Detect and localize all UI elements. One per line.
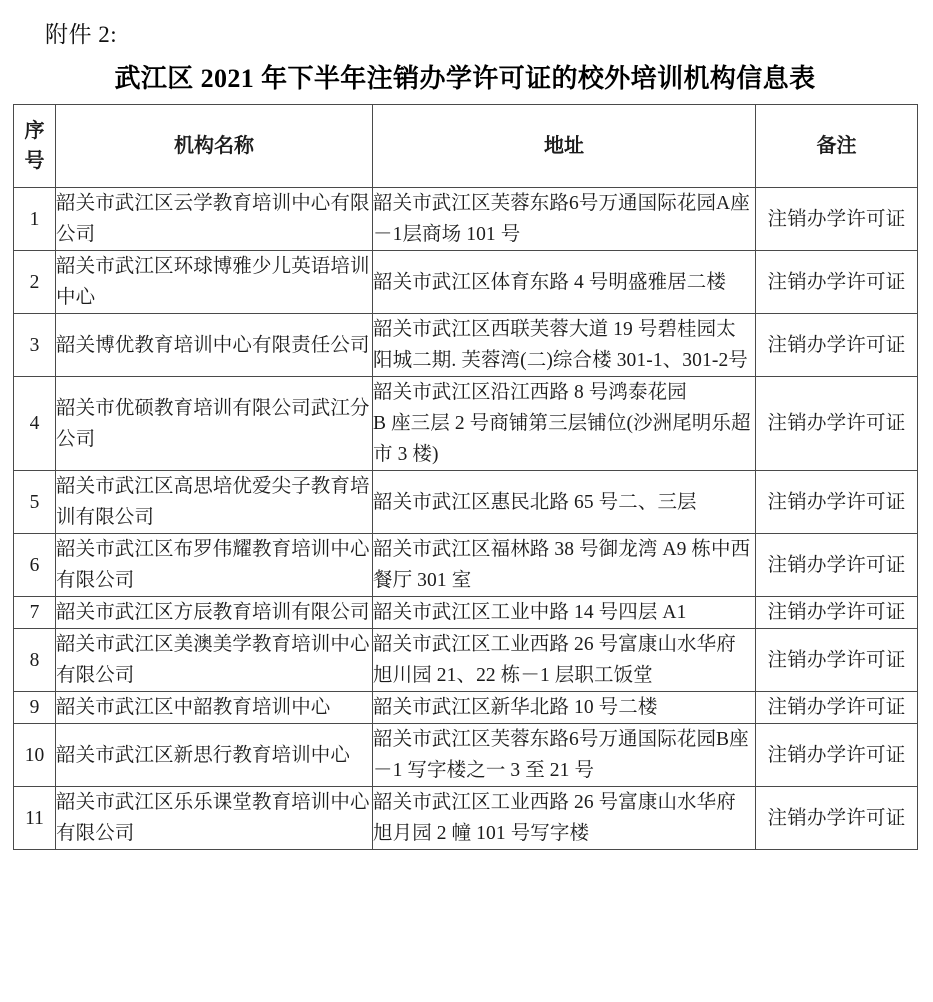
cell-address: 韶关市武江区工业中路 14 号四层 A1 <box>373 597 756 629</box>
attachment-label: 附件 2: <box>45 22 118 47</box>
table-row <box>14 471 918 534</box>
cell-seq: 9 <box>14 692 56 724</box>
cell-seq: 6 <box>14 534 56 597</box>
table-row <box>14 188 918 251</box>
table-row <box>14 597 918 629</box>
cell-seq: 5 <box>14 471 56 534</box>
table-container <box>13 104 917 850</box>
cell-institution-name: 韶关市武江区云学教育培训中心有限公司 <box>56 188 373 251</box>
cell-remark: 注销办学许可证 <box>756 534 918 597</box>
cell-seq: 4 <box>14 377 56 471</box>
institutions-table <box>13 104 918 850</box>
cell-institution-name: 韶关博优教育培训中心有限责任公司 <box>56 314 373 377</box>
cell-institution-name: 韶关市武江区乐乐课堂教育培训中心有限公司 <box>56 787 373 850</box>
cell-institution-name: 韶关市武江区布罗伟耀教育培训中心有限公司 <box>56 534 373 597</box>
cell-address: 韶关市武江区芙蓉东路6号万通国际花园B座－1 写字楼之一 3 至 21 号 <box>373 724 756 787</box>
page-title: 武江区 2021 年下半年注销办学许可证的校外培训机构信息表 <box>114 64 816 93</box>
column-header-name: 机构名称 <box>56 105 373 188</box>
cell-institution-name: 韶关市武江区方辰教育培训有限公司 <box>56 597 373 629</box>
cell-address: 韶关市武江区福林路 38 号御龙湾 A9 栋中西餐厅 301 室 <box>373 534 756 597</box>
cell-seq: 3 <box>14 314 56 377</box>
table-row <box>14 787 918 850</box>
cell-seq: 1 <box>14 188 56 251</box>
column-header-seq <box>14 105 56 188</box>
cell-seq: 8 <box>14 629 56 692</box>
cell-seq: 7 <box>14 597 56 629</box>
cell-remark: 注销办学许可证 <box>756 597 918 629</box>
table-row <box>14 314 918 377</box>
table-row <box>14 629 918 692</box>
column-header-address: 地址 <box>373 105 756 188</box>
cell-remark: 注销办学许可证 <box>756 314 918 377</box>
table-row <box>14 534 918 597</box>
cell-address: 韶关市武江区新华北路 10 号二楼 <box>373 692 756 724</box>
cell-address: 韶关市武江区惠民北路 65 号二、三层 <box>373 471 756 534</box>
table-body <box>14 188 918 850</box>
cell-remark: 注销办学许可证 <box>756 629 918 692</box>
column-header-seq-line2: 号 <box>24 150 45 172</box>
table-row <box>14 692 918 724</box>
cell-institution-name: 韶关市武江区美澳美学教育培训中心有限公司 <box>56 629 373 692</box>
cell-seq: 10 <box>14 724 56 787</box>
cell-institution-name: 韶关市武江区高思培优爱尖子教育培训有限公司 <box>56 471 373 534</box>
cell-institution-name: 韶关市优硕教育培训有限公司武江分公司 <box>56 377 373 471</box>
cell-remark: 注销办学许可证 <box>756 692 918 724</box>
cell-institution-name: 韶关市武江区中韶教育培训中心 <box>56 692 373 724</box>
cell-address: 韶关市武江区体育东路 4 号明盛雅居二楼 <box>373 251 756 314</box>
column-header-seq-line1: 序 <box>24 120 45 142</box>
cell-remark: 注销办学许可证 <box>756 251 918 314</box>
cell-remark: 注销办学许可证 <box>756 471 918 534</box>
table-header <box>14 105 918 188</box>
cell-seq: 2 <box>14 251 56 314</box>
table-row <box>14 377 918 471</box>
cell-address: 韶关市武江区沿江西路 8 号鸿泰花园 B 座三层 2 号商铺第三层铺位(沙洲尾明乐超市 3 楼) <box>373 377 756 471</box>
cell-address: 韶关市武江区西联芙蓉大道 19 号碧桂园太阳城二期. 芙蓉湾(二)综合楼 301-1、301-2号 <box>373 314 756 377</box>
cell-remark: 注销办学许可证 <box>756 724 918 787</box>
cell-remark: 注销办学许可证 <box>756 377 918 471</box>
cell-remark: 注销办学许可证 <box>756 787 918 850</box>
table-header-row <box>14 105 918 188</box>
cell-address: 韶关市武江区工业西路 26 号富康山水华府旭月园 2 幢 101 号写字楼 <box>373 787 756 850</box>
table-row <box>14 724 918 787</box>
cell-institution-name: 韶关市武江区新思行教育培训中心 <box>56 724 373 787</box>
cell-institution-name: 韶关市武江区环球博雅少儿英语培训中心 <box>56 251 373 314</box>
cell-remark: 注销办学许可证 <box>756 188 918 251</box>
cell-seq: 11 <box>14 787 56 850</box>
cell-address: 韶关市武江区工业西路 26 号富康山水华府旭川园 21、22 栋－1 层职工饭堂 <box>373 629 756 692</box>
cell-address: 韶关市武江区芙蓉东路6号万通国际花园A座－1层商场 101 号 <box>373 188 756 251</box>
table-row <box>14 251 918 314</box>
column-header-remark: 备注 <box>756 105 918 188</box>
